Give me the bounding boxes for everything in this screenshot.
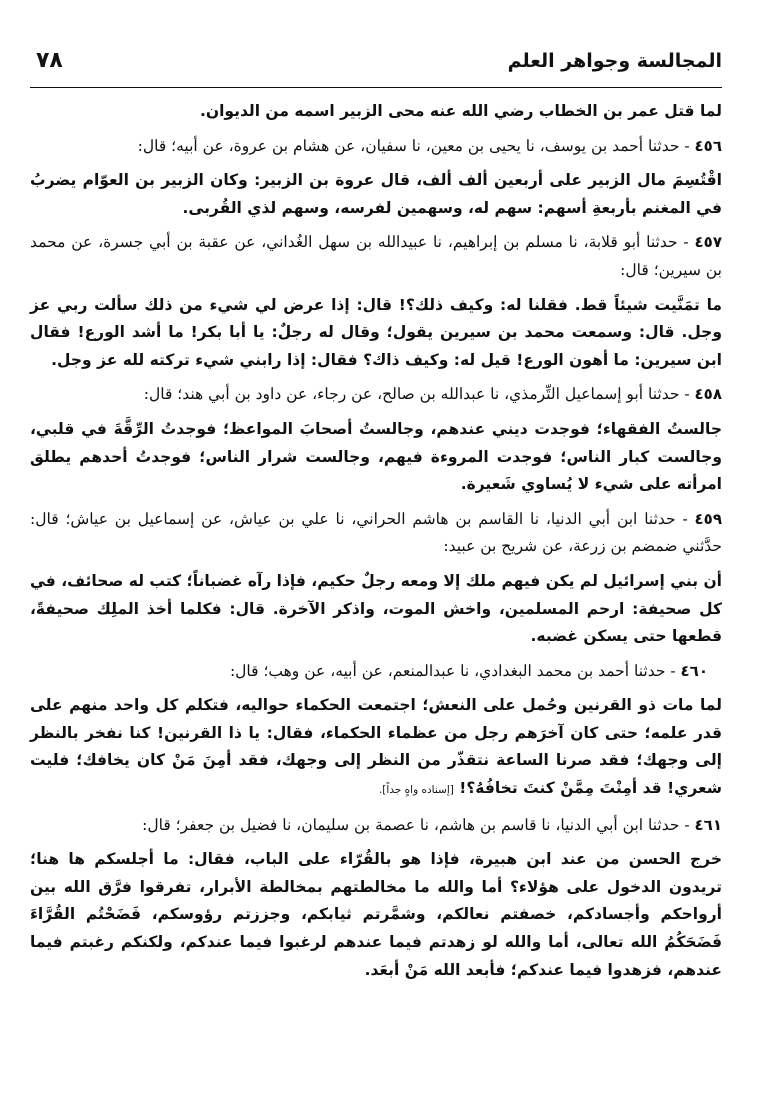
hadith-number: ٤٦١ bbox=[694, 815, 722, 834]
page-body bbox=[30, 98, 722, 991]
running-title: المجالسة وجواهر العلم bbox=[507, 50, 722, 72]
page-header bbox=[30, 40, 722, 92]
hadith-number: ٤٦٠ bbox=[680, 661, 708, 680]
isnad-paragraph: ٤٥٩ - حدثنا ابن أبي الدنيا، نا القاسم بن هاشم الحراني، نا علي بن عياش، عن إسماعيل بن عياش؛ قال: حدَّثني ضمضم بن زرعة، عن شريح بن عبيد: bbox=[30, 509, 722, 556]
hadith-number: ٤٥٦ bbox=[694, 136, 722, 155]
isnad-paragraph: ٤٥٦ - حدثنا أحمد بن يوسف، نا يحيى بن معين، نا سفيان، عن هشام بن عروة، عن أبيه؛ قال: bbox=[137, 136, 722, 155]
matn-paragraph: خرج الحسن من عند ابن هبيرة، فإذا هو بالقُرّاء على الباب، فقال: ما أجلسكم ها هنا؛ تريدون الدخول على هؤلاء؟ أما والله ما مخالطتهم بمخالطة الأبرار، تفرقوا فرَّق الله بين أرواحكم وأجسادكم، خصفتم نعالكم، وشمَّرتم ثيابكم، وجززتم رؤوسكم، فَضَحْتُم القُرَّاءَ فَضَحَكُمُ الله تعالى، أما والله لو زهدتم فيما عندهم لرغبوا فيما عندكم، ولكنكم رغبتم فيما عندهم، فزهدوا فيما عندكم؛ فأبعد الله مَنْ أبعَد. bbox=[30, 850, 722, 979]
matn-paragraph: جالستُ الفقهاء؛ فوجدت ديني عندهم، وجالستُ أصحابَ المواعظ؛ فوجدتُ الرِّقَّةَ في قلبي، وجالست كبار الناس؛ فوجدت المروءة فيهم، وجالست شرار الناس؛ فوجدتُ أحدهم يطلق امرأته على شيء لا يُساوي شَعيرة. bbox=[30, 419, 722, 494]
isnad-paragraph: ٤٥٧ - حدثنا أبو قلابة، نا مسلم بن إبراهيم، نا عبيدالله بن سهل الغُداني، عن عقبة بن أبي جسرة، عن محمد بن سيرين؛ قال: bbox=[30, 233, 722, 279]
isnad-paragraph: ٤٥٨ - حدثنا أبو إسماعيل التِّرمذي، نا عبدالله بن صالح، عن رجاء، عن داود بن أبي هند؛ قال: bbox=[143, 385, 722, 404]
isnad-paragraph: ٤٦٠ - حدثنا أحمد بن محمد البغدادي، نا عبدالمنعم، عن أبيه، عن وهب؛ قال: bbox=[229, 661, 708, 680]
hadith-number: ٤٥٨ bbox=[694, 385, 722, 404]
isnad-paragraph: ٤٦١ - حدثنا ابن أبي الدنيا، نا قاسم بن هاشم، نا عصمة بن سليمان، نا فضيل بن جعفر؛ قال: bbox=[142, 815, 722, 834]
grading-note: [إسناده واهٍ جداً]. bbox=[378, 784, 454, 797]
hadith-number: ٤٥٩ bbox=[694, 509, 722, 528]
header-rule bbox=[30, 87, 722, 88]
matn-paragraph: لما قتل عمر بن الخطاب رضي الله عنه محى الزبير اسمه من الديوان. bbox=[199, 102, 722, 120]
matn-paragraph: ما تمَنَّيت شيئاً قط. فقلنا له: وكيف ذلك؟! قال: إذا عرض لي شيء من ذلك سألت ربي عز وجل. قال: وسمعت محمد بن سيرين يقول؛ وقال له رجلٌ: يا أبا بكر! ما أشد الورع! فقال ابن سيرين: ما أهون الورع! قيل له: وكيف ذاك؟ فقال: إذا رابني شيء تركته لله عز وجل. bbox=[30, 295, 722, 369]
matn-paragraph: لما مات ذو القرنين وحُمل على النعش؛ اجتمعت الحكماء حواليه، فتكلم كل واحد منهم على قدر علمه؛ حتى كان آخرَهم رجل من عظماء الحكماء، فقال: يا ذا القرنين! كنا نفخر بالنظر إلى وجهك؛ فقد صرنا الساعة نتقذّر من النظر إلى وجهك، فقد أمِنَ مَنْ كان يخافك؛ فليت شعري! قد أمِنْتَ مِمَّنْ كنتَ تخافُهُ؟! [إسناده واهٍ جداً]. bbox=[30, 696, 722, 798]
hadith-number: ٤٥٧ bbox=[694, 233, 722, 252]
page-number: ٧٨ bbox=[36, 48, 63, 73]
matn-paragraph: اقْتُسِمَ مال الزبير على أربعين ألف ألف، قال عروة بن الزبير: وكان الزبير بن العوّام يضربُ في المغنم بأربعةِ أسهم: سهم له، وسهمين لفرسه، وسهم لذي القُربى. bbox=[30, 171, 722, 217]
matn-paragraph: أن بني إسرائيل لم يكن فيهم ملك إلا ومعه رجلٌ حكيم، فإذا رآه غضباناً؛ كتب له صحائف، في كل صحيفة: ارحم المسلمين، واخش الموت، واذكر الآخرة. قال: فكلما أخذ الملِك صحيفةً، قطعها حتى يسكن غضبه. bbox=[30, 571, 722, 646]
